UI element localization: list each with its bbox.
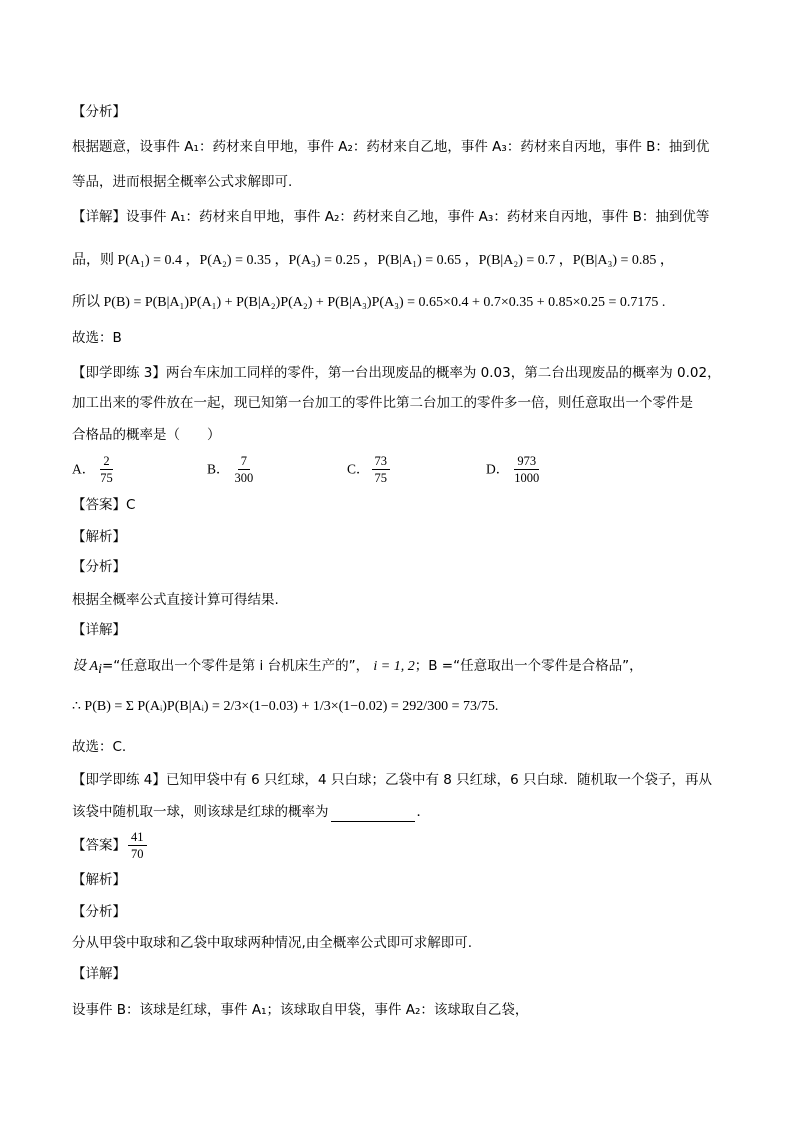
option-label: A． (72, 461, 96, 477)
q3-detail-heading: 【详解】 (72, 622, 126, 638)
analysis-text-line2: 等品，进而根据全概率公式求解即可. (72, 174, 293, 190)
q4-detail-line1: 设事件 B：该球是红球，事件 A₁；该球取自甲袋，事件 A₂：该球取自乙袋， (72, 1002, 529, 1018)
detail-line2-probabilities: 品，则 P(A₁) = 0.4 ，P(A₂) = 0.35 ，P(A₃) = 0.25 ，P(B|A₁) = 0.65 ，P(B|A₂) = 0.7 ，P(B|A₃) = 0.85 ， (72, 253, 674, 268)
event-a-symbol: 设 A (72, 659, 99, 674)
numerator: 2 (100, 454, 112, 470)
q4-solution-heading: 【解析】 (72, 872, 126, 888)
q3-option-a (72, 454, 118, 485)
numerator: 41 (128, 830, 147, 846)
q4-answer (72, 830, 149, 861)
q3-stem-line2: 加工出来的零件放在一起，现已知第一台加工的零件比第二台加工的零件多一倍，则任意取出一个零件是 (72, 395, 693, 411)
q4-stem-line1 (72, 770, 712, 790)
answer-heading: 【答案】 (72, 497, 126, 513)
option-fraction (511, 454, 542, 485)
index-range: i = 1, 2 (373, 659, 415, 674)
choose-c: 故选：C. (72, 739, 127, 755)
answer-value: C (126, 497, 136, 513)
denominator: 75 (100, 471, 113, 485)
denominator: 75 (374, 471, 388, 485)
option-label: C． (347, 461, 370, 477)
q4-stem-line2 (72, 802, 430, 822)
option-fraction (97, 454, 116, 485)
analysis-heading: 【分析】 (72, 104, 126, 120)
q4-detail-heading: 【详解】 (72, 966, 126, 982)
q3-option-c (347, 454, 392, 485)
q4-tag: 【即学即练 4】 (72, 772, 166, 788)
q3-stem-line3: 合格品的概率是（ ） (72, 427, 221, 443)
option-fraction (232, 454, 257, 485)
q3-stem-text1: 两台车床加工同样的零件，第一台出现废品的概率为 0.03，第二台出现废品的概率为 0.02， (165, 365, 721, 381)
option-fraction (372, 454, 391, 485)
analysis-text-line1: 根据题意，设事件 A₁：药材来自甲地，事件 A₂：药材来自乙地，事件 A₃：药材来自丙地，事件 B：抽到优 (72, 139, 710, 155)
numerator: 973 (514, 454, 539, 470)
numerator: 73 (372, 454, 391, 470)
q3-detail-line2-formula: ∴ P(B) = Σ P(Aᵢ)P(B|Aᵢ) = 2/3×(1−0.03) + 1/3×(1−0.02) = 292/300 = 73/75. (72, 699, 499, 714)
event-b-definition: ；B =“任意取出一个零件是合格品”， (414, 658, 643, 674)
q4-stem-end: ． (416, 804, 430, 820)
event-a-definition: =“任意取出一个零件是第 i 台机床生产的”， (101, 658, 370, 674)
detail-heading: 【详解】 (72, 209, 126, 225)
q4-stem-text1: 已知甲袋中有 6 只红球，4 只白球；乙袋中有 8 只红球，6 只白球．随机取一个袋子，再从 (165, 772, 712, 788)
q3-stem-line1 (72, 363, 721, 383)
option-label: B． (207, 461, 230, 477)
detail-line1 (72, 207, 709, 227)
q3-solution-heading: 【解析】 (72, 529, 126, 545)
answer-blank (331, 807, 415, 822)
q3-option-d (486, 454, 544, 485)
q4-analysis-text: 分从甲袋中取球和乙袋中取球两种情况,由全概率公式即可求解即可. (72, 935, 473, 951)
option-label: D． (486, 461, 510, 477)
q3-analysis-text: 根据全概率公式直接计算可得结果. (72, 592, 279, 608)
q3-detail-line1: 设 $A_i=“$任意取出一个零件是第 i 台机床生产的”， i = 1, 2；B =“任意取出一个零件是合格品”， (72, 658, 643, 677)
q3-analysis-heading: 【分析】 (72, 559, 126, 575)
q4-stem-text2: 该袋中随机取一球，则该球是红球的概率为 (72, 804, 329, 820)
q3-answer (72, 495, 135, 515)
denominator: 70 (131, 847, 144, 861)
numerator: 7 (238, 454, 250, 470)
q3-tag: 【即学即练 3】 (72, 365, 166, 381)
detail-line3-total-probability: 所以 P(B) = P(B|A₁)P(A₁) + P(B|A₂)P(A₂) + P(B|A₃)P(A₃) = 0.65×0.4 + 0.7×0.35 + 0.85×0.25 = 0.7175 . (72, 295, 666, 310)
answer-heading: 【答案】 (72, 837, 126, 854)
q3-option-b (207, 454, 258, 485)
detail-text: 设事件 A₁：药材来自甲地，事件 A₂：药材来自乙地，事件 A₃：药材来自丙地，事件 B：抽到优等 (126, 209, 710, 225)
choose-b: 故选：B (72, 330, 122, 346)
q4-analysis-heading: 【分析】 (72, 904, 126, 920)
denominator: 1000 (514, 471, 540, 485)
denominator: 300 (234, 471, 254, 485)
answer-fraction (128, 830, 147, 861)
